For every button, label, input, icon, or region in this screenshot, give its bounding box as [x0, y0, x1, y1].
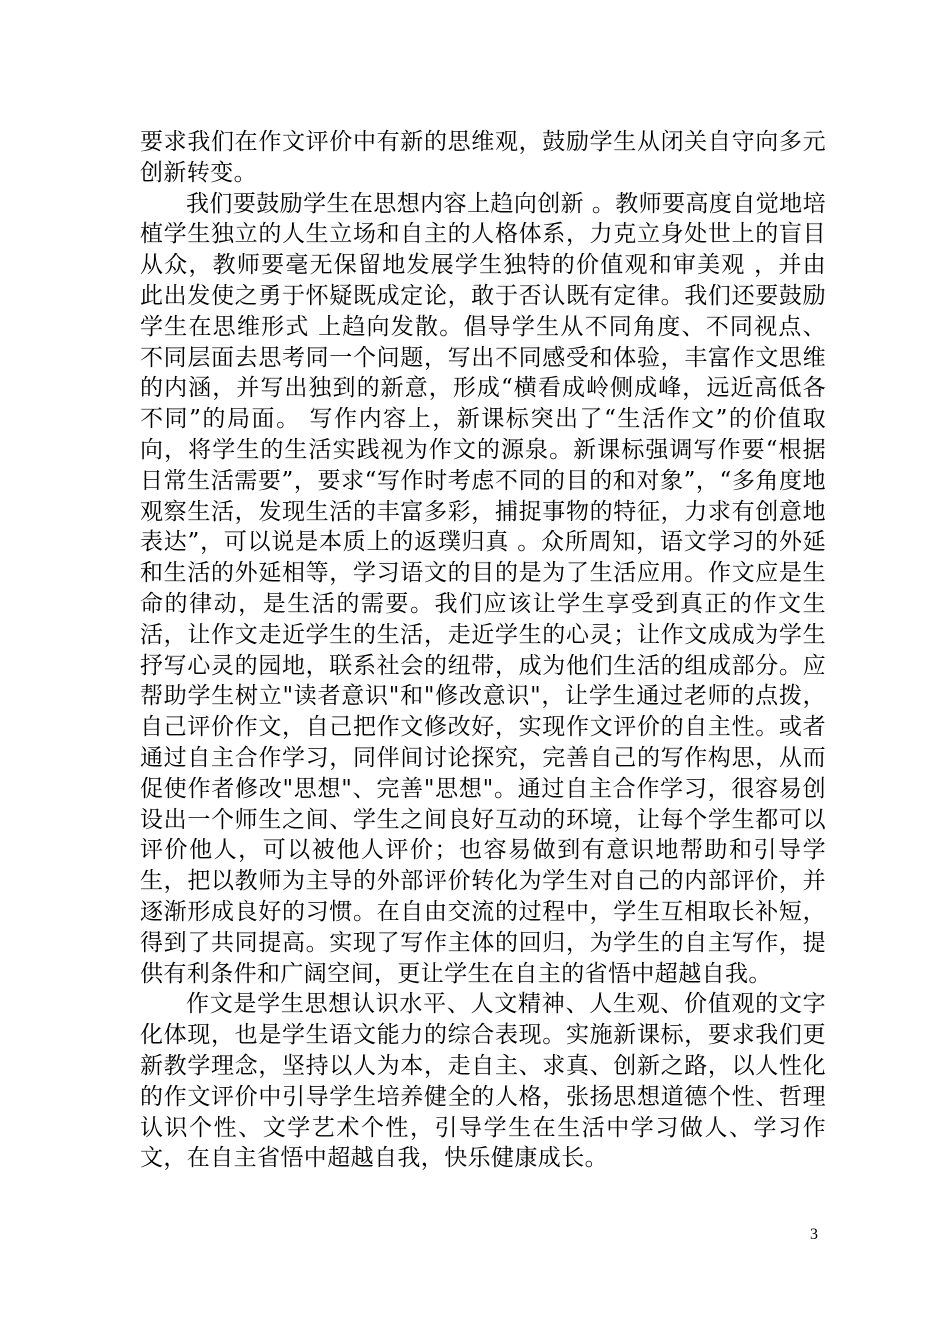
paragraph-continuation: 要求我们在作文评价中有新的思维观，鼓励学生从闭关自守向多元创新转变。: [140, 129, 826, 186]
paragraph-encourage-innovation: 我们要鼓励学生在思想内容上趋向创新 。教师要高度自觉地培植学生独立的人生立场和自主的人格体系，力克立身处世上的盲目从众，教师要毫无保留地发展学生独特的价值观和审美观 ，并由此出发使之勇于怀疑既成定论，敢于否认既有定律。我们还要鼓励学生在思维形式 上趋向发散。倡导学生从不同角度、不同视点、不同层面去思考同一个问题，写出不同感受和体验，丰富作文思维的内涵，并写出独到的新意，形成“横看成岭侧成峰，远近高低各不同”的局面。 写作内容上，新课标突出了“生活作文”的价值取向，将学生的生活实践视为作文的源泉。新课标强调写作要“根据日常生活需要”，要求“写作时考虑不同的目的和对象”，“多角度地观察生活，发现生活的丰富多彩，捕捉事物的特征，力求有创意地表达”，可以说是本质上的返璞归真 。众所周知，语文学习的外延和生活的外延相等，学习语文的目的是为了生活应用。作文应是生命的律动，是生活的需要。我们应该让学生享受到真正的作文生活，让作文走近学生的生活，走近学生的心灵；让作文成成为学生抒写心灵的园地，联系社会的纽带，成为他们生活的组成部分。应帮助学生树立"读者意识"和"修改意识"，让学生通过老师的点拨，自己评价作文，自己把作文修改好，实现作文评价的自主性。或者通过自主合作学习，同伴间讨论探究，完善自己的写作构思，从而促使作者修改"思想"、完善"思想"。通过自主合作学习，很容易创设出一个师生之间、学生之间良好互动的环境，让每个学生都可以评价他人，可以被他人评价；也容易做到有意识地帮助和引导学生，把以教师为主导的外部评价转化为学生对自己的内部评价，并逐渐形成良好的习惯。在自由交流的过程中，学生互相取长补短，得到了共同提高。实现了写作主体的回归，为学生的自主写作，提供有利条件和广阔空间，更让学生在自主的省悟中超越自我。: [140, 190, 826, 987]
page-number: 3: [810, 1226, 818, 1243]
paragraph-conclusion: 作文是学生思想认识水平、人文精神、人生观、价值观的文字化体现，也是学生语文能力的综合表现。实施新课标，要求我们更新教学理念，坚持以人为本，走自主、求真、创新之路，以人性化的作文评价中引导学生培养健全的人格，张扬思想道德个性、哲理认识个性、文学艺术个性，引导学生在生活中学习做人、学习作文，在自主省悟中超越自我，快乐健康成长。: [140, 991, 826, 1172]
body-text: [140, 127, 826, 1174]
